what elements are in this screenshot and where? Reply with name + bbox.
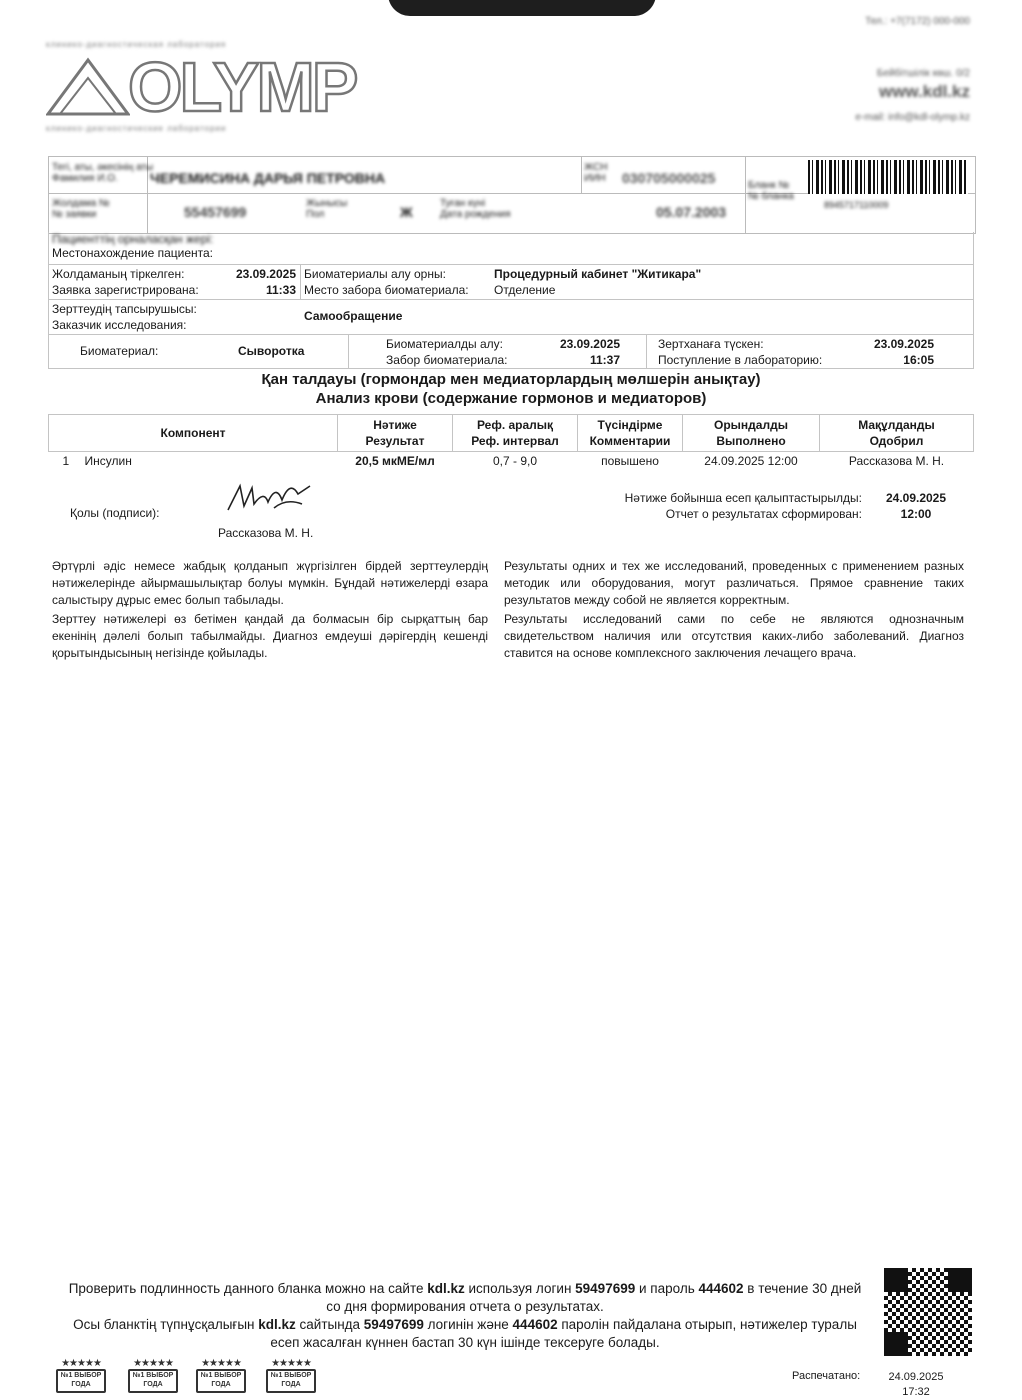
barcode-number: 8945717110009 bbox=[824, 200, 889, 210]
collection-datetime: 23.09.2025 11:37 bbox=[559, 337, 620, 367]
award-badge: ★★★★★ №1 ВЫБОР ГОДА bbox=[52, 1358, 110, 1398]
analysis-title-ru: Анализ крови (содержание гормонов и медиаторов) bbox=[315, 390, 707, 407]
signature-image bbox=[224, 478, 316, 518]
disclaimer-ru-p1: Результаты одних и тех же исследований, проведенных с применением разных методик или оборудования, могут различаться. Прямое сравнение таких результатов между собой не является корректным. bbox=[504, 559, 964, 607]
barcode-image bbox=[808, 160, 968, 194]
row-ref: 0,7 - 9,0 bbox=[492, 454, 538, 468]
col-ref: Реф. аралық Реф. интервал bbox=[453, 415, 578, 452]
header-address: Бейбітшілік көш. 0/2 bbox=[876, 68, 970, 79]
customer-label: Зерттеудің тапсырушысы: Заказчик исследования: bbox=[52, 302, 197, 332]
header-phone: Тел.: +7(7172) 000-000 bbox=[865, 16, 970, 27]
collection-label: Биоматериалды алу: Забор биоматериала: bbox=[386, 337, 508, 367]
sex-label: Жынысы Пол bbox=[306, 198, 348, 220]
col-done: Орындалды Выполнено bbox=[683, 415, 820, 452]
patient-name: ЧЕРЕМИСИНА ДАРЬЯ ПЕТРОВНА bbox=[150, 170, 386, 186]
header-website: www.kdl.kz bbox=[878, 82, 970, 101]
table-row bbox=[49, 452, 974, 471]
disclaimer-kz-p2: Зерттеу нәтижелері өз бетімен қандай да болмасын бір сырқаттың бар екенінің дәлелі болып табылмайды. Диагноз емдеуші дәрігердің кешенді қорытындысының негізінде қойылады. bbox=[52, 612, 488, 660]
row-component: 1 Инсулин bbox=[62, 454, 132, 468]
logo-wordmark: OLYMP bbox=[128, 48, 356, 126]
award-badge: ★★★★★ №1 ВЫБОР ГОДА bbox=[124, 1358, 182, 1398]
patient-sex: Ж bbox=[400, 204, 413, 220]
results-header-row bbox=[49, 415, 974, 452]
verification-kz: Осы бланктің түпнұсқалығын kdl.kz сайтында 59497699 логинін және 444602 паролін пайдалана отырып, нәтижелер туралы есеп жасалған күннен бастап 30 күн ішінде тексеруге болады. bbox=[73, 1317, 857, 1350]
row-done: 24.09.2025 12:00 bbox=[704, 454, 798, 468]
location-label: Пациенттің орналасқан жері: Местонахождение пациента: bbox=[52, 232, 214, 260]
report-formed-label: Нәтиже бойынша есеп қалыптастырылды: Отчет о результатах сформирован: bbox=[624, 491, 862, 521]
row-approved: Рассказова М. Н. bbox=[848, 454, 945, 468]
printed-label: Распечатано: bbox=[792, 1370, 861, 1382]
qr-code bbox=[884, 1268, 972, 1356]
col-approved: Мақұлданды Одобрил bbox=[820, 415, 974, 452]
logo-caption-top: клинико-диагностическая лаборатория bbox=[46, 40, 227, 49]
collection-place-label: Биоматериалы алу орны: Место забора биоматериала: bbox=[304, 267, 469, 297]
biomaterial-value: Сыворотка bbox=[238, 344, 305, 358]
results-table bbox=[48, 414, 974, 470]
header-email: e-mail: info@kdl-olymp.kz bbox=[855, 112, 970, 123]
lab-arrival-datetime: 23.09.2025 16:05 bbox=[873, 337, 934, 367]
collection-place-value: Процедурный кабинет "Житикара" Отделение bbox=[494, 267, 702, 297]
dob-label: Туған күні Дата рождения bbox=[440, 198, 511, 220]
signature-name: Рассказова М. Н. bbox=[218, 526, 314, 540]
signature-label: Қолы (подписи): bbox=[70, 506, 160, 520]
disclaimer-kz-p1: Әртүрлі әдіс немесе жабдық қолданып жүргізілген бірдей зерттеулердің нәтижелерінде айырмашылықтар болуы мүмкін. Бұндай нәтижелерді өзара салыстыру дұрыс емес болып табылады. bbox=[52, 559, 488, 607]
report-formed-datetime: 24.09.2025 12:00 bbox=[885, 491, 947, 521]
col-comment: Түсіндірме Комментарии bbox=[578, 415, 683, 452]
award-badge: ★★★★★ №1 ВЫБОР ГОДА bbox=[192, 1358, 250, 1398]
award-badge: ★★★★★ №1 ВЫБОР ГОДА bbox=[262, 1358, 320, 1398]
patient-dob: 05.07.2003 bbox=[656, 204, 727, 220]
row-comment: повышено bbox=[601, 454, 659, 468]
registration-datetime: 23.09.2025 11:33 bbox=[235, 267, 296, 297]
verification-note bbox=[60, 1280, 870, 1352]
logo-mountain-icon bbox=[46, 52, 130, 118]
col-result: Нәтиже Результат bbox=[338, 415, 453, 452]
verification-ru: Проверить подлинность данного бланка можно на сайте kdl.kz используя логин 59497699 и пароль 444602 в течение 30 дней со дня формирования отчета о результатах. bbox=[68, 1281, 862, 1314]
customer-value: Самообращение bbox=[304, 309, 403, 323]
disclaimer-ru-p2: Результаты исследований сами по себе не являются однозначным свидетельством наличия или отсутствия каких-либо заболеваний. Диагноз ставится на основе комплексного заключения лечащего врача. bbox=[504, 612, 964, 660]
lab-arrival-label: Зертханаға түскен: Поступление в лабораторию: bbox=[658, 337, 823, 367]
biomaterial-label: Биоматериал: bbox=[80, 344, 159, 358]
disclaimer-kz bbox=[52, 558, 488, 662]
registration-label: Жолдаманың тіркелген: Заявка зарегистрирована: bbox=[52, 267, 199, 297]
iin-label: ЖСН ИИН bbox=[584, 162, 608, 184]
order-label: Жолдама № № заявки bbox=[52, 198, 110, 220]
disclaimer-ru bbox=[504, 558, 964, 662]
patient-iin: 030705000025 bbox=[622, 170, 716, 186]
analysis-title-kz: Қан талдауы (гормондар мен медиаторлардың мөлшерін анықтау) bbox=[261, 371, 761, 388]
row-result: 20,5 мкМЕ/мл bbox=[355, 454, 435, 468]
order-number: 55457699 bbox=[184, 204, 247, 220]
camera-cutout bbox=[388, 0, 656, 16]
printed-datetime: 24.09.2025 17:32 bbox=[888, 1371, 944, 1398]
col-component: Компонент bbox=[49, 415, 338, 452]
fio-label: Тегі, аты, әкесінің аты Фамилия И.О. bbox=[52, 162, 154, 184]
barcode-label: Бланк № № бланка bbox=[748, 180, 794, 202]
logo-caption-bottom: клинико-диагностические лаборатории bbox=[46, 124, 227, 133]
